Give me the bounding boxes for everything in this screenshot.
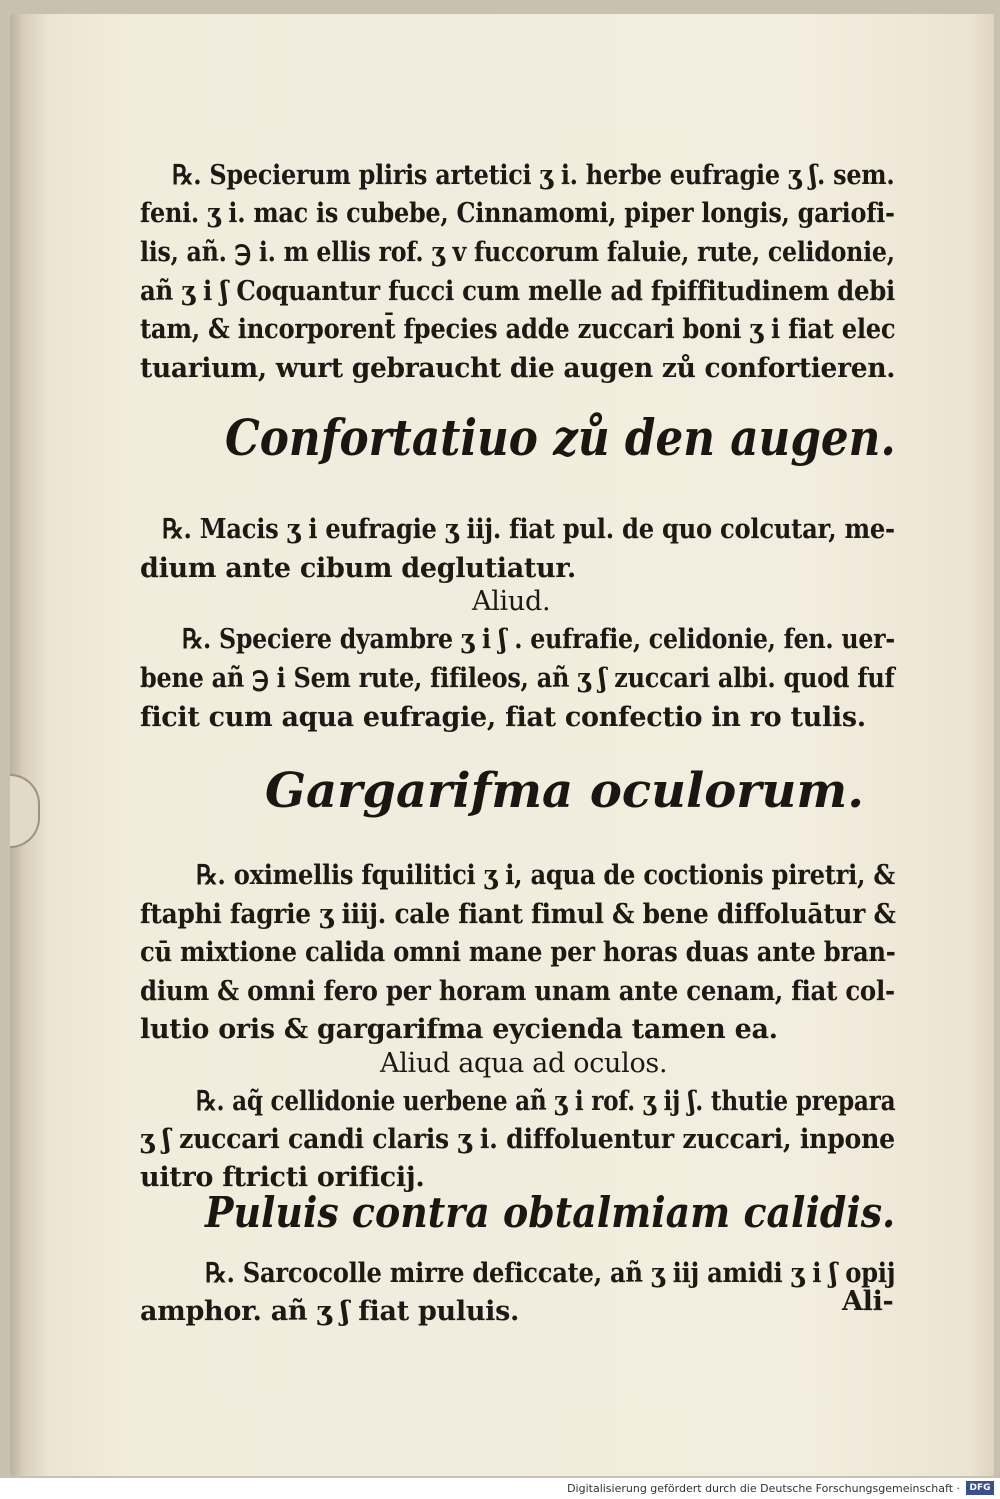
text-line: ℞. aq̃ cellidonie uerbene añ ʒ i rof. ʒ ij ʃ. thutie prepara	[196, 1086, 896, 1117]
footer-credit: Digitalisierung gefördert durch die Deutsche Forschungsgemeinschaft ·	[567, 1482, 960, 1495]
text-line: ℞. Macis ʒ i eufragie ʒ iij. fiat pul. de quo colcutar, me-	[162, 514, 895, 545]
text-line: tam, & incorporent̄ fpecies adde zuccari boni ʒ i fiat elec	[140, 314, 896, 345]
text-line: tuarium, wurt gebraucht die augen zů confortieren.	[140, 353, 896, 384]
text-line: ℞. Specierum pliris artetici ʒ i. herbe eufragie ʒ ʃ. sem.	[172, 160, 895, 191]
text-line: ℞. Speciere dyambre ʒ i ʃ . eufrafie, celidonie, fen. uer-	[182, 624, 895, 655]
catchword: Ali-	[842, 1286, 894, 1317]
text-line: ficit cum aqua eufragie, fiat confectio in ro tulis.	[140, 702, 866, 733]
text-line: ℞. Sarcocolle mirre deficcate, añ ʒ iij amidi ʒ i ʃ opij	[205, 1258, 896, 1289]
text-line: amphor. añ ʒ ʃ fiat puluis.	[140, 1296, 520, 1327]
section-heading: Gargarifma oculorum.	[265, 763, 864, 819]
sub-heading: Aliud.	[472, 586, 551, 617]
text-line: cū mixtione calida omni mane per horas duas ante bran-	[140, 937, 896, 968]
footer-bar	[0, 1478, 1000, 1499]
section-heading: Confortatiuo zů den augen.	[225, 408, 896, 467]
text-line: uitro ftricti orificij.	[140, 1162, 425, 1193]
text-line: dium & omni fero per horam unam ante cenam, fiat col-	[140, 976, 895, 1007]
text-line: feni. ʒ i. mac is cubebe, Cinnamomi, piper longis, gariofi-	[140, 198, 895, 229]
text-line: ʒ ʃ zuccari candi claris ʒ i. diffoluentur zuccari, inpone	[140, 1124, 895, 1155]
dfg-logo: DFG	[966, 1481, 994, 1495]
text-line: ftaphi fagrie ʒ iiij. cale fiant fimul & bene diffoluātur &	[140, 899, 896, 930]
text-line: lutio oris & gargarifma eycienda tamen ea.	[140, 1014, 778, 1045]
section-heading: Puluis contra obtalmiam calidis.	[205, 1188, 896, 1237]
text-line: dium ante cibum deglutiatur.	[140, 553, 576, 584]
text-line: añ ʒ i ʃ Coquantur fucci cum melle ad fpiffitudinem debi	[140, 276, 896, 307]
text-line: lis, añ. ℈ i. m ellis rof. ʒ v fuccorum faluie, rute, celidonie,	[140, 237, 895, 268]
text-line: ℞. oximellis fquilitici ʒ i, aqua de coctionis piretri, &	[196, 860, 895, 891]
text-line: bene añ ℈ i Sem rute, fifileos, añ ʒ ʃ zuccari albi. quod fuf	[140, 663, 895, 694]
sub-heading: Aliud aqua ad oculos.	[380, 1048, 668, 1079]
